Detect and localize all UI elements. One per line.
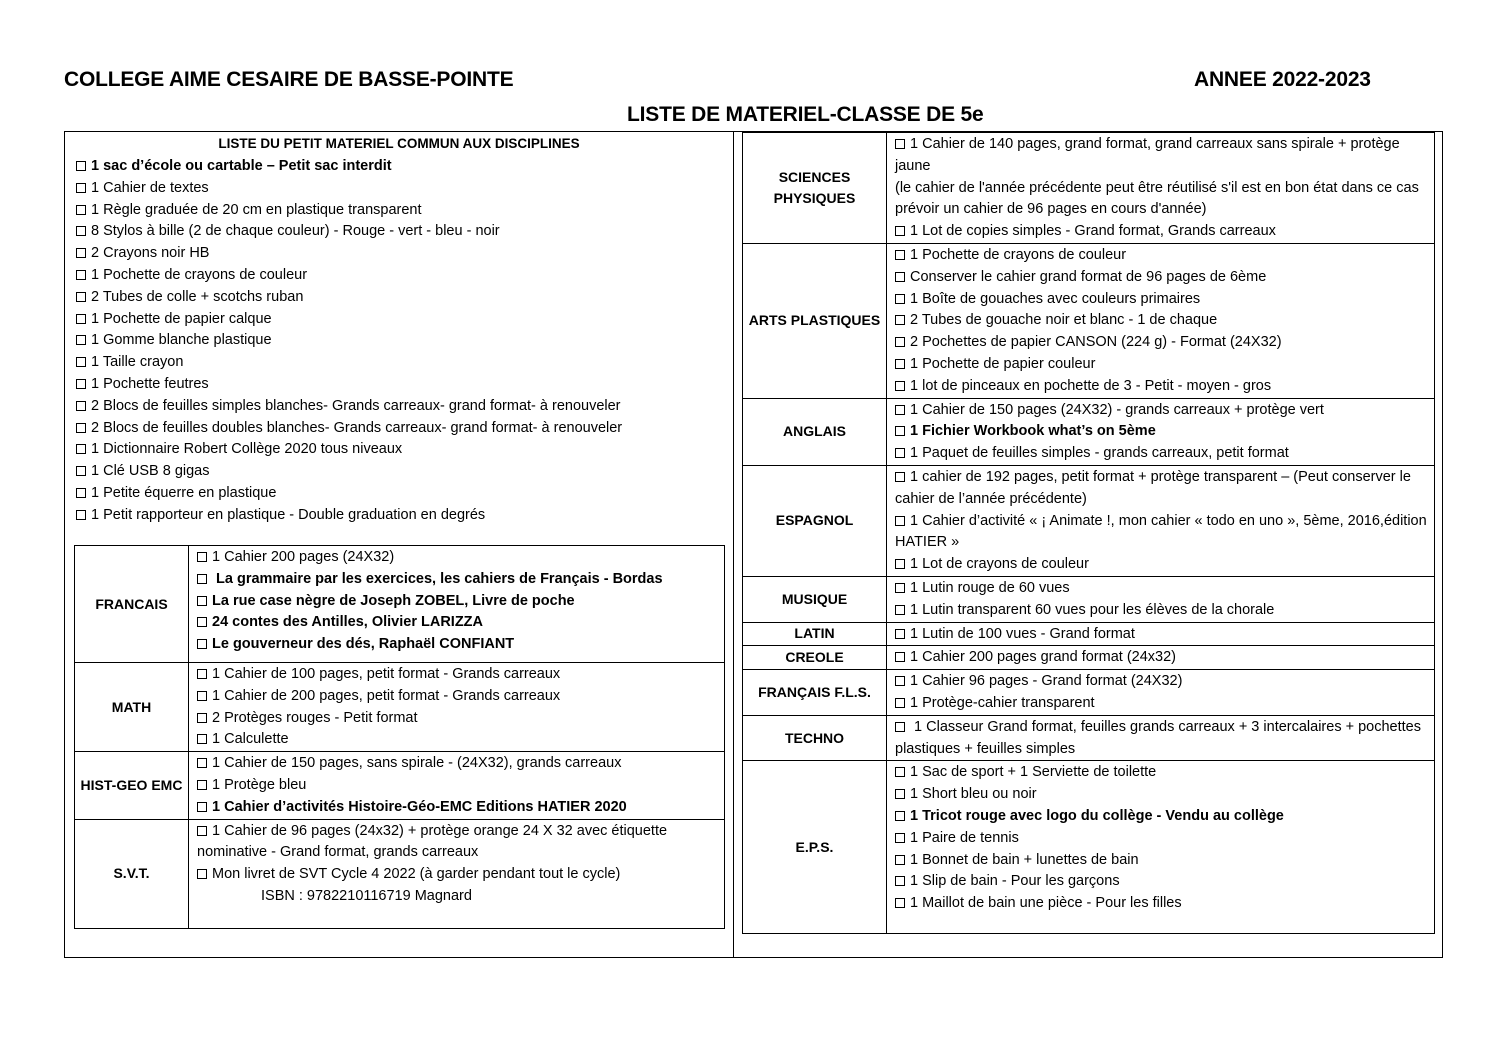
list-item [76,461,726,483]
checkbox-icon [895,294,905,304]
subject-row [743,646,1435,670]
list-item [197,753,724,775]
list-item [895,267,1434,289]
list-item-text: 1 Slip de bain - Pour les garçons [910,873,1120,890]
list-item-text: 1 Cahier de 140 pages, grand format, grand carreaux sans spirale + protège jaune [895,136,1400,174]
checkbox-icon [197,574,207,584]
common-material-list [76,156,726,527]
checkbox-icon [895,833,905,843]
list-item-text: 1 Protège bleu [212,776,307,793]
list-item-text: 8 Stylos à bille (2 de chaque couleur) - Rouge - vert - bleu - noir [91,223,500,240]
list-item [76,309,726,331]
subject-items [887,576,1435,622]
list-item-text: 2 Tubes de gouache noir et blanc - 1 de chaque [910,312,1218,329]
list-item-text: 2 Crayons noir HB [91,245,210,262]
checkbox-icon [197,826,207,836]
checkbox-icon [76,183,86,193]
checkbox-icon [76,270,86,280]
list-item [76,287,726,309]
checkbox-icon [197,691,207,701]
list-item [76,352,726,374]
list-item [197,797,724,819]
list-item [76,505,726,527]
left-subjects-table [74,545,725,929]
subject-row [75,819,725,928]
checkbox-icon [76,292,86,302]
list-item-text: 2 Protèges rouges - Petit format [212,709,418,726]
list-item-text: 1 Cahier de 100 pages, petit format - Grands carreaux [212,666,561,682]
checkbox-icon [895,855,905,865]
list-item-text: La grammaire par les exercices, les cahiers de Français - Bordas [212,570,663,587]
list-item [76,483,726,505]
checkbox-icon [895,789,905,799]
checkbox-icon [895,272,905,282]
list-item-text: 1 Pochette de papier couleur [910,355,1096,372]
list-item [895,578,1434,600]
subject-row [743,576,1435,622]
list-item-text: 1 Clé USB 8 gigas [91,463,210,480]
list-item [197,864,724,886]
school-year: ANNEE 2022-2023 [1194,68,1371,91]
list-item [197,664,724,686]
checkbox-icon [76,488,86,498]
list-item-text: 1 Dictionnaire Robert Collège 2020 tous niveaux [91,441,403,458]
subject-row [743,133,1435,244]
list-item [197,775,724,797]
list-item [895,178,1434,222]
subject-name: SCIENCES PHYSIQUES [743,133,887,244]
list-item-text: 1 Calculette [212,731,289,748]
list-item [895,806,1434,828]
list-item [895,245,1434,267]
list-item-text: 1 Cahier de 96 pages (24x32) + protège orange 24 X 32 avec étiquette nominative - Grand format, grands carreaux [197,822,668,861]
right-subjects-table [742,132,1435,934]
list-item [895,828,1434,850]
checkbox-icon [895,605,905,615]
list-item [197,591,724,613]
subject-name: MUSIQUE [743,576,887,622]
checkbox-icon [895,139,905,149]
common-list-title: LISTE DU PETIT MATERIEL COMMUN AUX DISCIPLINES [218,136,580,151]
list-item [197,729,724,751]
subject-row [75,546,725,663]
list-item-text: 1 Sac de sport + 1 Serviette de toilette [910,764,1157,781]
list-item [895,443,1434,465]
list-item [76,156,726,178]
list-item [895,717,1434,761]
list-item [895,693,1434,715]
checkbox-icon [895,676,905,686]
list-item-text: 1 Maillot de bain une pièce - Pour les filles [910,895,1182,912]
checkbox-icon [895,583,905,593]
checkbox-icon [197,802,207,812]
list-item-text: 1 Lutin rouge de 60 vues [910,579,1070,596]
list-item [895,376,1434,398]
list-item [895,289,1434,311]
subject-items [189,819,725,928]
subject-items [887,243,1435,398]
list-item [895,871,1434,893]
list-item [197,886,724,908]
list-item-text: 2 Tubes de colle + scotchs ruban [91,288,304,305]
checkbox-icon [895,898,905,908]
subject-name: FRANÇAIS F.L.S. [743,670,887,716]
list-item [895,221,1434,243]
list-item-text: 1 lot de pinceaux en pochette de 3 - Petit - moyen - gros [910,377,1272,394]
checkbox-icon [895,359,905,369]
list-item [76,396,726,418]
list-item [895,647,1434,669]
checkbox-icon [895,226,905,236]
checkbox-icon [895,516,905,526]
checkbox-icon [197,552,207,562]
list-item-text: Conserver le cahier grand format de 96 pages de 6ème [910,268,1267,285]
list-item-text: 1 Lot de copies simples - Grand format, Grands carreaux [910,223,1276,240]
checkbox-icon [76,314,86,324]
list-item-text: 1 Lot de crayons de couleur [910,556,1089,573]
checkbox-icon [76,226,86,236]
checkbox-icon [76,335,86,345]
list-item-text: 1 Short bleu ou noir [910,786,1037,803]
subject-name: ARTS PLASTIQUES [743,243,887,398]
list-item-text: 1 Pochette feutres [91,375,209,392]
subject-name: LATIN [743,622,887,646]
subject-name: TECHNO [743,715,887,761]
list-item [76,178,726,200]
list-item [197,708,724,730]
checkbox-icon [895,381,905,391]
subject-name: S.V.T. [75,819,189,928]
list-item [197,634,724,656]
list-item [76,265,726,287]
checkbox-icon [76,161,86,171]
subject-items [887,622,1435,646]
checkbox-icon [197,780,207,790]
checkbox-icon [895,250,905,260]
subject-items [887,465,1435,576]
checkbox-icon [76,423,86,433]
subject-row [743,398,1435,465]
list-item [197,569,724,591]
list-item-text: 1 Bonnet de bain + lunettes de bain [910,851,1139,868]
list-item [895,511,1434,555]
subject-items [887,133,1435,244]
list-item [895,850,1434,872]
list-item [895,893,1434,915]
subject-items [887,398,1435,465]
list-item-text: 1 Cahier de 150 pages (24X32) - grands carreaux + protège vert [910,401,1324,418]
checkbox-icon [197,617,207,627]
checkbox-icon [76,510,86,520]
subject-name: MATH [75,663,189,752]
subject-items [887,670,1435,716]
list-item-text: 1 Fichier Workbook what’s on 5ème [910,423,1156,440]
checkbox-icon [895,876,905,886]
list-item-text: 1 Paquet de feuilles simples - grands carreaux, petit format [910,445,1289,462]
list-item-text: 1 Protège-cahier transparent [910,694,1095,711]
checkbox-icon [197,669,207,679]
list-item-text: 1 Règle graduée de 20 cm en plastique transparent [91,201,422,218]
checkbox-icon [895,315,905,325]
checkbox-icon [76,401,86,411]
list-item-text: 1 Cahier de textes [91,179,209,196]
subject-items [189,752,725,819]
list-item [197,821,724,865]
list-item [895,400,1434,422]
checkbox-icon [895,722,905,732]
checkbox-icon [895,337,905,347]
list-item-text: 1 Paire de tennis [910,829,1019,846]
list-item-text: 2 Blocs de feuilles simples blanches- Grands carreaux- grand format- à renouveler [91,397,621,414]
list-item [895,762,1434,784]
subject-row [75,752,725,819]
list-item-text: ISBN : 9782210116719 Magnard [261,887,472,904]
checkbox-icon [895,652,905,662]
checkbox-icon [895,559,905,569]
subject-row [743,715,1435,761]
list-item-text: 1 Petite équerre en plastique [91,484,277,501]
list-item [895,784,1434,806]
list-item-text: 1 Lutin de 100 vues - Grand format [910,625,1135,642]
checkbox-icon [197,734,207,744]
list-item [197,547,724,569]
list-item-text: 1 Cahier 200 pages (24X32) [212,549,395,565]
subject-name: CREOLE [743,646,887,670]
list-item [895,332,1434,354]
list-item-text: 1 Gomme blanche plastique [91,332,272,349]
list-item-text: Mon livret de SVT Cycle 4 2022 (à garder pendant tout le cycle) [212,866,621,883]
checkbox-icon [76,205,86,215]
checkbox-icon [76,444,86,454]
list-item-text: 1 Cahier de 150 pages, sans spirale - (24X32), grands carreaux [212,755,622,772]
list-item [895,467,1434,511]
list-item-text: 1 Cahier 96 pages - Grand format (24X32) [910,673,1183,690]
list-item [197,686,724,708]
checkbox-icon [76,357,86,367]
checkbox-icon [197,596,207,606]
list-item [76,200,726,222]
subject-name: E.P.S. [743,761,887,934]
list-item-text: 1 Tricot rouge avec logo du collège - Vendu au collège [910,807,1284,824]
list-item-text: 1 Pochette de crayons de couleur [91,266,308,283]
checkbox-icon [197,713,207,723]
checkbox-icon [76,466,86,476]
checkbox-icon [895,448,905,458]
subject-items [887,761,1435,934]
list-item-text: 1 Cahier 200 pages grand format (24x32) [910,649,1176,666]
checkbox-icon [197,639,207,649]
list-item-text: 1 Lutin transparent 60 vues pour les élèves de la chorale [910,601,1275,618]
column-divider [733,131,734,958]
list-item-text: 1 cahier de 192 pages, petit format + protège transparent – (Peut conserver le cahier de l’année précédente) [895,468,1411,507]
list-item [895,354,1434,376]
list-item [895,624,1434,646]
subject-row [743,670,1435,716]
list-item-text: (le cahier de l'année précédente peut être réutilisé s'il est en bon état dans ce cas prévoir un cahier de 96 pages en cours d'année) [895,179,1419,218]
list-item-text: 1 sac d’école ou cartable – Petit sac interdit [91,158,392,174]
subject-items [189,546,725,663]
list-item-text: 1 Cahier d’activité « ¡ Animate !, mon cahier « todo en uno », 5ème, 2016,édition HATIER » [895,512,1427,551]
list-item [76,243,726,265]
subject-name: ESPAGNOL [743,465,887,576]
checkbox-icon [895,698,905,708]
list-item-text: 1 Taille crayon [91,354,184,371]
list-item [895,554,1434,576]
list-item-text: 1 Cahier d’activités Histoire-Géo-EMC Editions HATIER 2020 [212,798,627,815]
list-item [895,134,1434,178]
checkbox-icon [76,379,86,389]
subject-row [743,761,1435,934]
checkbox-icon [895,629,905,639]
list-item-text: La rue case nègre de Joseph ZOBEL, Livre de poche [212,592,575,609]
list-item [895,600,1434,622]
list-item [76,374,726,396]
checkbox-icon [76,248,86,258]
checkbox-icon [895,405,905,415]
list-item-text: 1 Pochette de crayons de couleur [910,246,1127,263]
list-item-text: 1 Classeur Grand format, feuilles grands carreaux + 3 intercalaires + pochettes plastiques + feuilles simples [895,718,1421,757]
subject-row [743,622,1435,646]
list-item-text: 1 Pochette de papier calque [91,310,272,327]
list-item [76,221,726,243]
subject-name: HIST-GEO EMC [75,752,189,819]
checkbox-icon [895,472,905,482]
subject-row [743,243,1435,398]
document-title: LISTE DE MATERIEL-CLASSE DE 5e [627,103,984,126]
list-item [895,421,1434,443]
school-name: COLLEGE AIME CESAIRE DE BASSE-POINTE [64,68,514,91]
subject-row [75,663,725,752]
list-item [895,310,1434,332]
checkbox-icon [895,767,905,777]
subject-name: FRANCAIS [75,546,189,663]
list-item-text: 2 Pochettes de papier CANSON (224 g) - Format (24X32) [910,334,1282,351]
list-item-text: 24 contes des Antilles, Olivier LARIZZA [212,614,484,631]
subject-row [743,465,1435,576]
list-item-text: 1 Boîte de gouaches avec couleurs primaires [910,290,1201,307]
checkbox-icon [895,811,905,821]
list-item-text: Le gouverneur des dés, Raphaël CONFIANT [212,636,515,653]
checkbox-icon [895,426,905,436]
list-item [76,330,726,352]
subject-items [887,646,1435,670]
subject-items [887,715,1435,761]
list-item [895,671,1434,693]
checkbox-icon [197,758,207,768]
subject-items [189,663,725,752]
list-item-text: 2 Blocs de feuilles doubles blanches- Grands carreaux- grand format- à renouveler [91,419,623,436]
list-item [197,612,724,634]
subject-name: ANGLAIS [743,398,887,465]
list-item [76,439,726,461]
list-item [76,418,726,440]
list-item-text: 1 Cahier de 200 pages, petit format - Grands carreaux [212,687,561,704]
list-item-text: 1 Petit rapporteur en plastique - Double graduation en degrés [91,506,486,523]
checkbox-icon [197,869,207,879]
